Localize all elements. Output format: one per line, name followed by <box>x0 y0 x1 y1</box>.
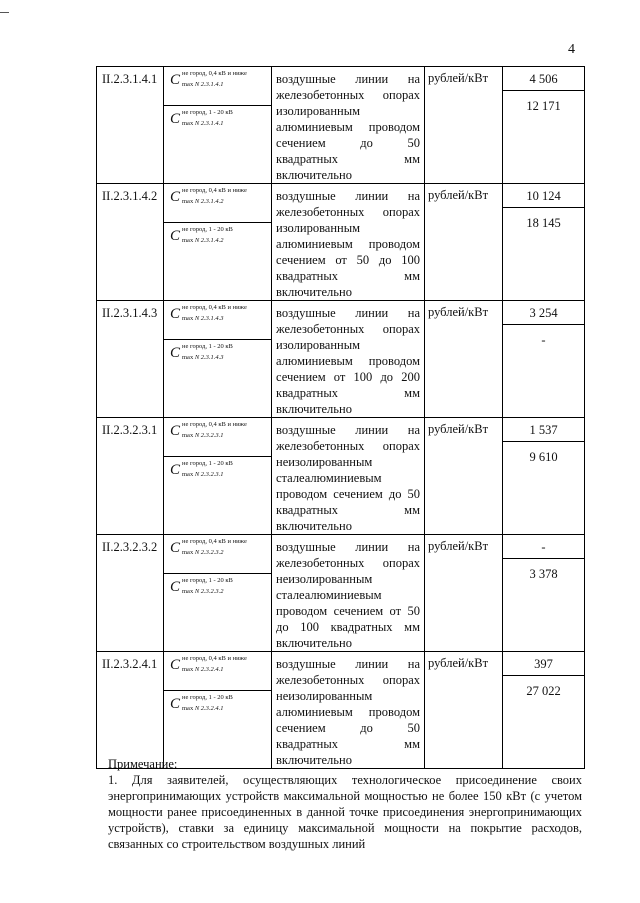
rate-symbol-upto-04kv: C не город, 0,4 кВ и ниже max N 2.3.2.3.2 <box>164 535 271 574</box>
note-text: 1. Для заявителей, осуществляющих технологическое присоединение своих энергопринимающих устройств максимальной мощностью не более 150 кВт (с учетом мощности ранее присоединенных в данной точке присоединения энергопринимающих устройств), ставки за единицу максимальной мощности на покрытие расходов, связанных со строительством воздушных линий <box>108 773 582 851</box>
note-title: Примечание: <box>108 757 178 771</box>
rate-symbol-upto-04kv: C не город, 0,4 кВ и ниже max N 2.3.1.4.3 <box>164 301 271 340</box>
value-cell <box>503 67 585 184</box>
rate-symbol-subscript: max N 2.3.2.4.1 <box>182 666 224 673</box>
value-upto-04kv: 397 <box>503 652 584 676</box>
value-cell <box>503 652 585 769</box>
row-unit: рублей/кВт <box>428 188 489 202</box>
unit-cell <box>425 652 503 769</box>
unit-cell <box>425 301 503 418</box>
rate-symbol-subscript: max N 2.3.1.4.2 <box>182 237 224 244</box>
note <box>108 756 582 852</box>
row-code-cell <box>97 67 164 184</box>
row-unit: рублей/кВт <box>428 656 489 670</box>
rate-symbol-subscript: max N 2.3.1.4.3 <box>182 354 224 361</box>
row-code-cell <box>97 535 164 652</box>
rate-symbol-1-20kv: C не город, 1 - 20 кВ max N 2.3.1.4.2 <box>170 226 233 244</box>
rate-symbol-upto-04kv: C не город, 0,4 кВ и ниже max N 2.3.1.4.2 <box>164 184 271 223</box>
rate-symbol-subscript: max N 2.3.2.4.1 <box>182 705 224 712</box>
row-unit: рублей/кВт <box>428 539 489 553</box>
table-row <box>97 184 585 301</box>
value-upto-04kv: - <box>503 535 584 559</box>
rate-symbol-superscript: не город, 0,4 кВ и ниже <box>182 421 247 428</box>
unit-cell <box>425 184 503 301</box>
rate-symbol-1-20kv: C не город, 1 - 20 кВ max N 2.3.2.4.1 <box>170 694 233 712</box>
rate-symbol-subscript: max N 2.3.2.3.2 <box>182 549 224 556</box>
table-row <box>97 418 585 535</box>
row-description: воздушные линии на железобетонных опорах изолированным алюминиевым проводом сечением от 100 до 200 квадратных мм включительно <box>276 306 420 416</box>
value-upto-04kv: 10 124 <box>503 184 584 208</box>
rate-symbol-subscript: max N 2.3.2.3.1 <box>182 432 224 439</box>
row-code-cell <box>97 184 164 301</box>
rate-symbol-cell <box>164 535 272 652</box>
value-1-20kv: 12 171 <box>526 99 561 113</box>
table-row <box>97 652 585 769</box>
value-cell <box>503 184 585 301</box>
row-code-cell <box>97 301 164 418</box>
rate-symbol-subscript: max N 2.3.2.3.2 <box>182 588 224 595</box>
unit-cell <box>425 67 503 184</box>
row-description: воздушные линии на железобетонных опорах неизолированным сталеалюминиевым проводом сечением от 50 до 100 квадратных мм включительно <box>276 540 420 650</box>
rate-symbol-cell <box>164 652 272 769</box>
rate-symbol-superscript: не город, 1 - 20 кВ <box>182 577 233 584</box>
row-unit: рублей/кВт <box>428 422 489 436</box>
value-cell <box>503 535 585 652</box>
row-description: воздушные линии на железобетонных опорах изолированным алюминиевым проводом сечением до 50 квадратных мм включительно <box>276 72 420 182</box>
rate-symbol-cell <box>164 67 272 184</box>
rate-symbol-superscript: не город, 0,4 кВ и ниже <box>182 187 247 194</box>
table-row <box>97 535 585 652</box>
rate-symbol-superscript: не город, 1 - 20 кВ <box>182 343 233 350</box>
rate-symbol-superscript: не город, 1 - 20 кВ <box>182 226 233 233</box>
value-1-20kv: 9 610 <box>529 450 558 464</box>
rate-symbol-superscript: не город, 0,4 кВ и ниже <box>182 304 247 311</box>
rate-symbol-cell <box>164 301 272 418</box>
row-description: воздушные линии на железобетонных опорах изолированным алюминиевым проводом сечением от 50 до 100 квадратных мм включительно <box>276 189 420 299</box>
rate-symbol-subscript: max N 2.3.2.3.1 <box>182 471 224 478</box>
value-upto-04kv: 1 537 <box>503 418 584 442</box>
row-description: воздушные линии на железобетонных опорах неизолированным сталеалюминиевым проводом сечением до 50 квадратных мм включительно <box>276 423 420 533</box>
unit-cell <box>425 418 503 535</box>
rate-symbol-subscript: max N 2.3.1.4.3 <box>182 315 224 322</box>
row-code: II.2.3.2.4.1 <box>102 657 158 671</box>
description-cell <box>272 301 425 418</box>
table-row <box>97 301 585 418</box>
rate-symbol-cell <box>164 184 272 301</box>
description-cell <box>272 418 425 535</box>
description-cell <box>272 184 425 301</box>
rate-symbol-subscript: max N 2.3.1.4.2 <box>182 198 224 205</box>
row-unit: рублей/кВт <box>428 305 489 319</box>
value-1-20kv: 3 378 <box>529 567 558 581</box>
row-code: II.2.3.1.4.1 <box>102 72 158 86</box>
rate-symbol-1-20kv: C не город, 1 - 20 кВ max N 2.3.2.3.1 <box>170 460 233 478</box>
rate-symbol-superscript: не город, 0,4 кВ и ниже <box>182 70 247 77</box>
value-cell <box>503 418 585 535</box>
tariff-table-body <box>97 67 585 769</box>
unit-cell <box>425 535 503 652</box>
rate-symbol-superscript: не город, 1 - 20 кВ <box>182 460 233 467</box>
row-code: II.2.3.1.4.3 <box>102 306 158 320</box>
page-number: 4 <box>568 42 575 57</box>
corner-mark <box>0 12 9 13</box>
description-cell <box>272 652 425 769</box>
row-code: II.2.3.2.3.1 <box>102 423 158 437</box>
table-row <box>97 67 585 184</box>
row-code: II.2.3.1.4.2 <box>102 189 158 203</box>
rate-symbol-upto-04kv: C не город, 0,4 кВ и ниже max N 2.3.2.3.1 <box>164 418 271 457</box>
value-1-20kv: - <box>541 333 546 347</box>
rate-symbol-upto-04kv: C не город, 0,4 кВ и ниже max N 2.3.2.4.1 <box>164 652 271 691</box>
value-cell <box>503 301 585 418</box>
rate-symbol-subscript: max N 2.3.1.4.1 <box>182 81 224 88</box>
row-description: воздушные линии на железобетонных опорах неизолированным алюминиевым проводом сечением до 50 квадратных мм включительно <box>276 657 420 767</box>
rate-symbol-superscript: не город, 0,4 кВ и ниже <box>182 538 247 545</box>
value-upto-04kv: 3 254 <box>503 301 584 325</box>
row-code-cell <box>97 418 164 535</box>
value-1-20kv: 27 022 <box>526 684 561 698</box>
value-1-20kv: 18 145 <box>526 216 561 230</box>
tariff-table <box>96 66 585 769</box>
rate-symbol-superscript: не город, 1 - 20 кВ <box>182 694 233 701</box>
value-upto-04kv: 4 506 <box>503 67 584 91</box>
rate-symbol-superscript: не город, 0,4 кВ и ниже <box>182 655 247 662</box>
rate-symbol-1-20kv: C не город, 1 - 20 кВ max N 2.3.1.4.1 <box>170 109 233 127</box>
row-unit: рублей/кВт <box>428 71 489 85</box>
rate-symbol-subscript: max N 2.3.1.4.1 <box>182 120 224 127</box>
description-cell <box>272 67 425 184</box>
rate-symbol-cell <box>164 418 272 535</box>
rate-symbol-superscript: не город, 1 - 20 кВ <box>182 109 233 116</box>
row-code: II.2.3.2.3.2 <box>102 540 158 554</box>
row-code-cell <box>97 652 164 769</box>
description-cell <box>272 535 425 652</box>
rate-symbol-upto-04kv: C не город, 0,4 кВ и ниже max N 2.3.1.4.1 <box>164 67 271 106</box>
rate-symbol-1-20kv: C не город, 1 - 20 кВ max N 2.3.2.3.2 <box>170 577 233 595</box>
rate-symbol-1-20kv: C не город, 1 - 20 кВ max N 2.3.1.4.3 <box>170 343 233 361</box>
